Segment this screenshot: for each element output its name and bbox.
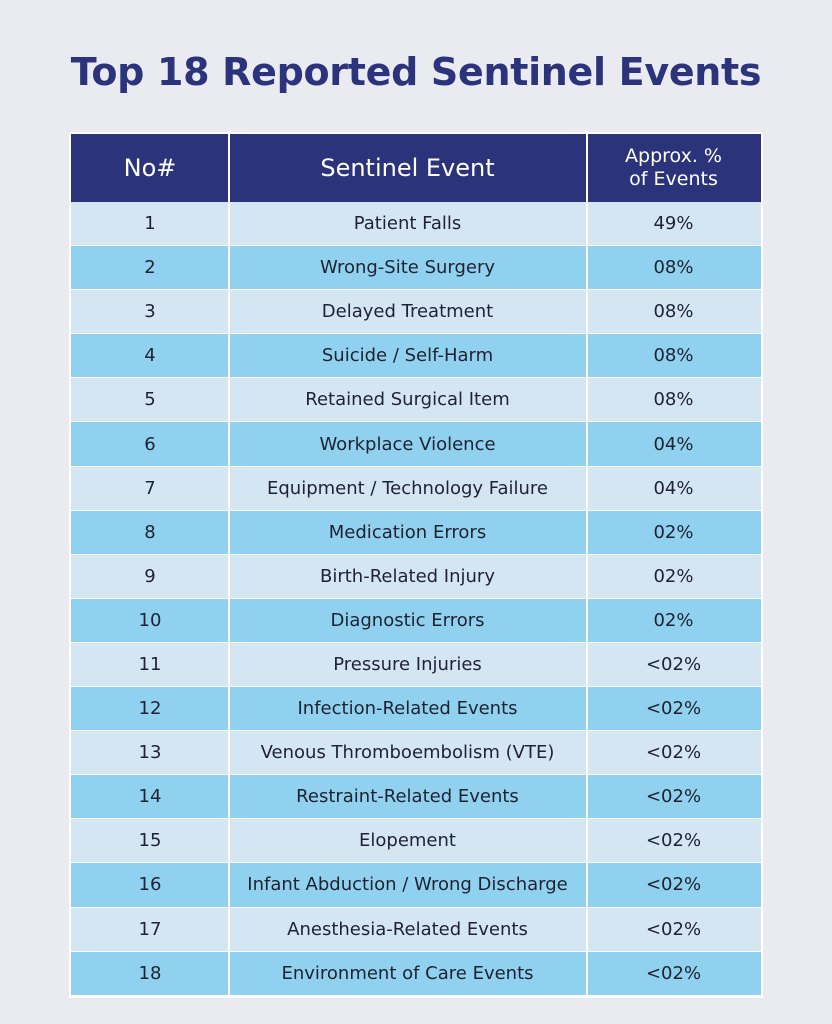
table-row bbox=[71, 908, 761, 952]
header-sentinel-event: Sentinel Event bbox=[320, 154, 495, 182]
cell-approx-percent: 02% bbox=[653, 521, 694, 543]
cell-number: 11 bbox=[138, 653, 162, 675]
cell-approx-percent: <02% bbox=[645, 698, 702, 720]
cell-approx-percent: 04% bbox=[653, 433, 694, 455]
cell-approx-percent: <02% bbox=[645, 830, 702, 852]
cell-number: 2 bbox=[144, 257, 156, 279]
cell-sentinel-event: Retained Surgical Item bbox=[305, 389, 510, 411]
table-row bbox=[71, 952, 761, 996]
table-row bbox=[71, 290, 761, 334]
cell-number: 13 bbox=[138, 742, 162, 764]
table-row bbox=[71, 555, 761, 599]
table-row bbox=[71, 819, 761, 863]
cell-approx-percent: <02% bbox=[645, 786, 702, 808]
header-approx-percent-line2: of Events bbox=[629, 168, 718, 190]
table-row bbox=[71, 687, 761, 731]
cell-sentinel-event: Wrong-Site Surgery bbox=[319, 257, 496, 279]
cell-approx-percent: 04% bbox=[653, 477, 694, 499]
cell-sentinel-event: Medication Errors bbox=[328, 521, 487, 543]
cell-number: 3 bbox=[144, 301, 156, 323]
cell-approx-percent: 49% bbox=[653, 213, 694, 235]
cell-number: 1 bbox=[144, 213, 156, 235]
cell-sentinel-event: Equipment / Technology Failure bbox=[267, 477, 548, 499]
cell-number: 9 bbox=[144, 565, 156, 587]
page-title: Top 18 Reported Sentinel Events bbox=[70, 50, 762, 94]
table-row bbox=[71, 202, 761, 246]
cell-approx-percent: 02% bbox=[653, 565, 694, 587]
cell-sentinel-event: Elopement bbox=[359, 830, 456, 852]
cell-sentinel-event: Pressure Injuries bbox=[333, 653, 482, 675]
header-approx-percent bbox=[586, 134, 761, 202]
table-row bbox=[71, 334, 761, 378]
table-row bbox=[71, 599, 761, 643]
cell-sentinel-event: Patient Falls bbox=[353, 213, 462, 235]
cell-number: 8 bbox=[144, 521, 156, 543]
cell-sentinel-event: Infant Abduction / Wrong Discharge bbox=[247, 874, 568, 896]
table-row bbox=[71, 775, 761, 819]
cell-number: 12 bbox=[138, 698, 162, 720]
cell-sentinel-event: Environment of Care Events bbox=[281, 962, 534, 984]
table-row bbox=[71, 863, 761, 907]
cell-number: 4 bbox=[144, 345, 156, 367]
table-row bbox=[71, 731, 761, 775]
table-row bbox=[71, 467, 761, 511]
cell-approx-percent: 08% bbox=[653, 345, 694, 367]
cell-sentinel-event: Infection-Related Events bbox=[297, 698, 518, 720]
cell-approx-percent: <02% bbox=[645, 918, 702, 940]
cell-approx-percent: <02% bbox=[645, 874, 702, 896]
cell-number: 18 bbox=[138, 962, 162, 984]
cell-approx-percent: <02% bbox=[645, 742, 702, 764]
cell-number: 17 bbox=[138, 918, 162, 940]
sentinel-events-table bbox=[69, 132, 763, 998]
cell-number: 7 bbox=[144, 477, 156, 499]
cell-number: 10 bbox=[138, 609, 162, 631]
cell-approx-percent: 08% bbox=[653, 389, 694, 411]
column-divider bbox=[586, 134, 588, 996]
cell-number: 14 bbox=[138, 786, 162, 808]
table-body bbox=[71, 202, 761, 996]
cell-approx-percent: <02% bbox=[645, 653, 702, 675]
table-row bbox=[71, 422, 761, 466]
cell-approx-percent: 08% bbox=[653, 301, 694, 323]
table-row bbox=[71, 378, 761, 422]
header-number: No# bbox=[123, 154, 177, 182]
cell-number: 15 bbox=[138, 830, 162, 852]
cell-sentinel-event: Delayed Treatment bbox=[321, 301, 494, 323]
cell-sentinel-event: Anesthesia-Related Events bbox=[287, 918, 528, 940]
cell-number: 6 bbox=[144, 433, 156, 455]
table-row bbox=[71, 643, 761, 687]
cell-sentinel-event: Birth-Related Injury bbox=[320, 565, 495, 587]
cell-approx-percent: 08% bbox=[653, 257, 694, 279]
cell-approx-percent: 02% bbox=[653, 609, 694, 631]
cell-sentinel-event: Diagnostic Errors bbox=[330, 609, 485, 631]
table-row bbox=[71, 246, 761, 290]
cell-approx-percent: <02% bbox=[645, 962, 702, 984]
cell-sentinel-event: Workplace Violence bbox=[319, 433, 496, 455]
column-divider bbox=[228, 134, 230, 996]
table-header-row bbox=[71, 134, 761, 202]
cell-sentinel-event: Suicide / Self-Harm bbox=[321, 345, 494, 367]
cell-number: 16 bbox=[138, 874, 162, 896]
cell-number: 5 bbox=[144, 389, 156, 411]
cell-sentinel-event: Venous Thromboembolism (VTE) bbox=[260, 742, 555, 764]
table-row bbox=[71, 511, 761, 555]
header-approx-percent-line1: Approx. % bbox=[625, 145, 722, 167]
cell-sentinel-event: Restraint-Related Events bbox=[296, 786, 519, 808]
